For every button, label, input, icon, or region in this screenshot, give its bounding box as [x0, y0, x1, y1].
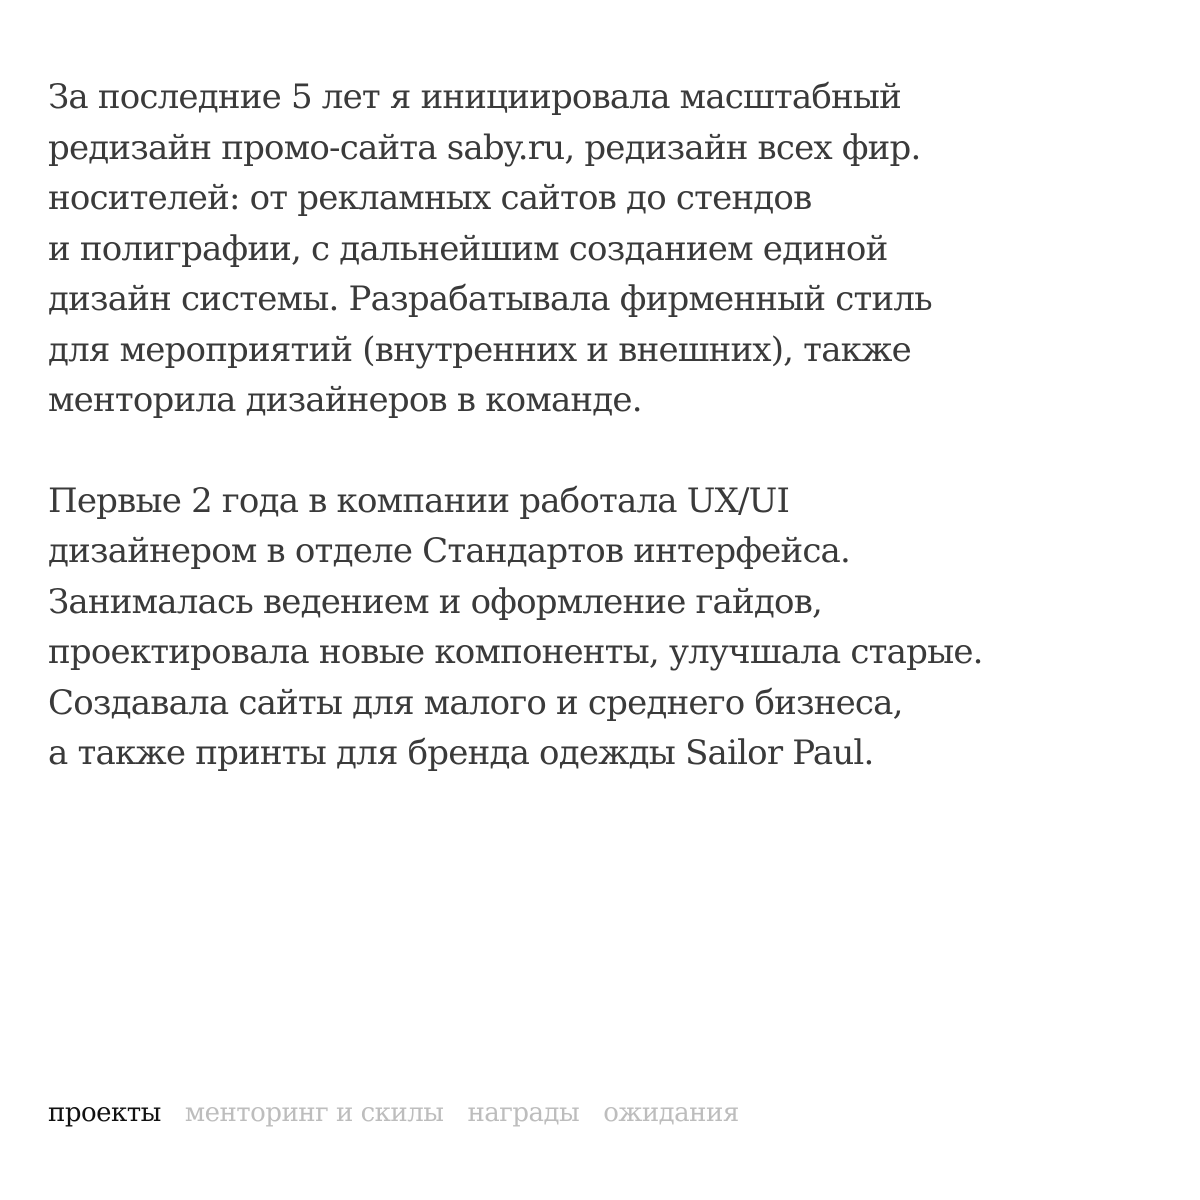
nav-item-awards[interactable]: награды [467, 1098, 580, 1128]
text-line: дизайн системы. Разрабатывала фирменный стиль [48, 279, 932, 319]
text-line: а также принты для бренда одежды Sailor Paul. [48, 733, 874, 773]
nav-item-expectations[interactable]: ожидания [603, 1098, 739, 1128]
text-line: Первые 2 года в компании работала UX/UI [48, 480, 790, 521]
bottom-navigation [48, 1093, 739, 1133]
paragraph-experience [48, 72, 1168, 426]
text-line: и полиграфии, с дальнейшим созданием единой [48, 228, 888, 269]
text-line: Создавала сайты для малого и среднего бизнеса, [48, 682, 903, 723]
text-line: носителей: от рекламных сайтов до стендов [48, 178, 812, 218]
text-line: За последние 5 лет я инициировала масштабный [48, 77, 901, 117]
text-line: проектировала новые компоненты, улучшала старые. [48, 632, 983, 672]
nav-item-mentoring-skills[interactable]: менторинг и скилы [184, 1098, 444, 1128]
text-line: менторила дизайнеров в команде. [48, 380, 642, 420]
text-line: дизайнером в отделе Стандартов интерфейса. [48, 531, 851, 571]
text-line: редизайн промо-сайта saby.ru, редизайн всех фир. [48, 127, 921, 168]
paragraph-spacer [48, 426, 1168, 476]
paragraph-early-years [48, 476, 1168, 779]
text-line: Занималась ведением и оформление гайдов, [48, 581, 823, 622]
main-text [48, 72, 1168, 779]
text-line: для мероприятий (внутренних и внешних), также [48, 329, 911, 370]
nav-item-projects[interactable]: проекты [48, 1098, 161, 1128]
